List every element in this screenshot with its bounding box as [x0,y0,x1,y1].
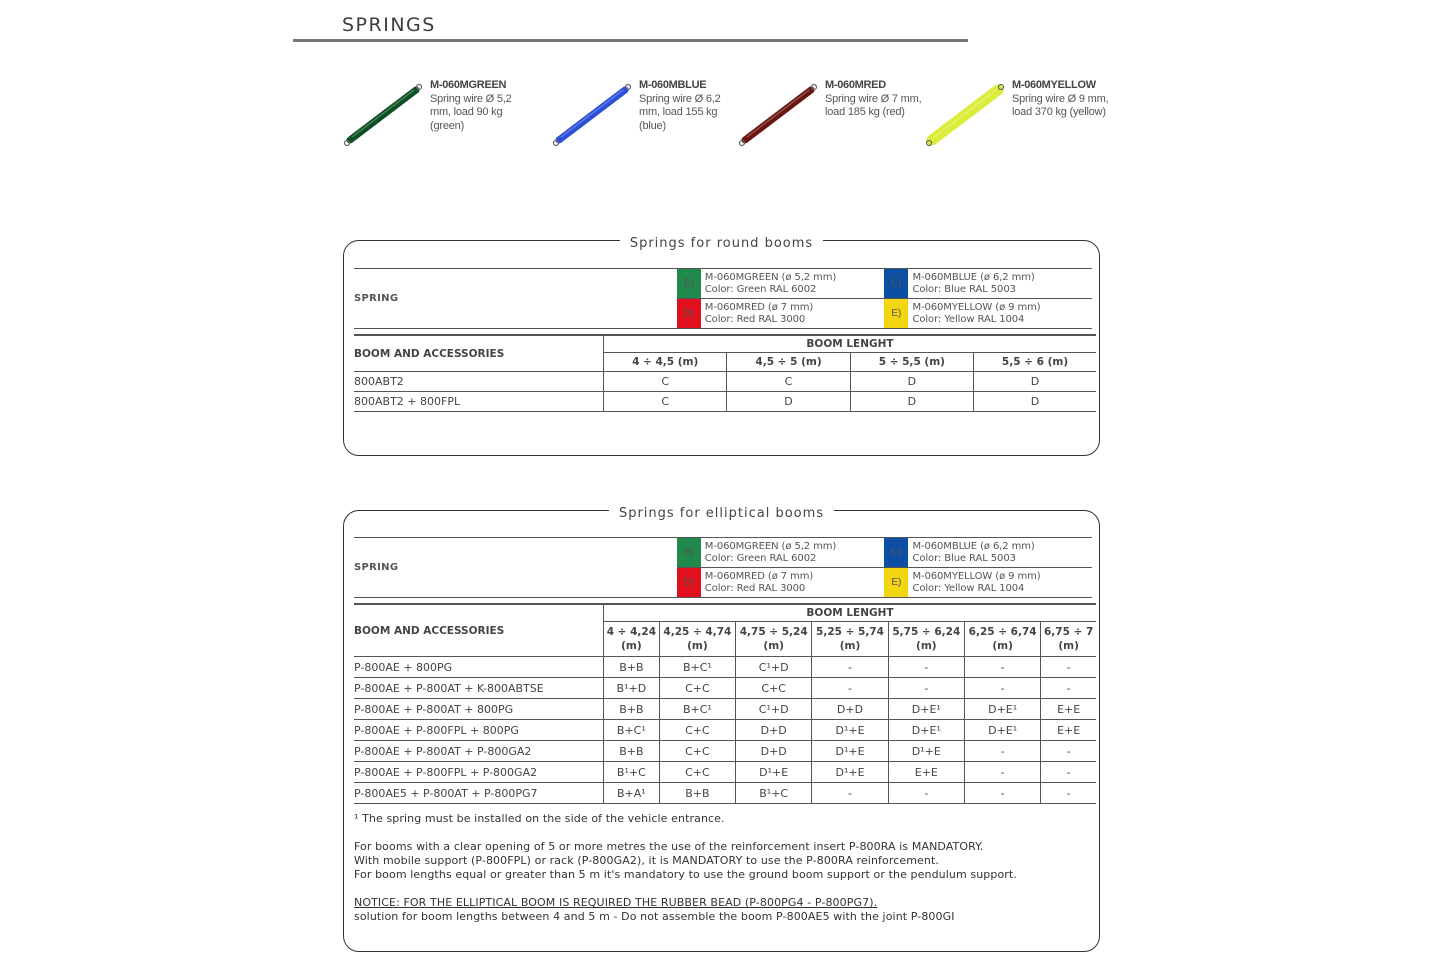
spring-cell: D+D [736,741,812,762]
spring-color: Color: Green RAL 6002 [704,552,817,564]
spring-cell: B¹+D [604,678,660,699]
page-title: SPRINGS [342,14,436,36]
notice [354,896,1017,910]
length-column-header [888,622,964,657]
spring-letter-badge: C) [884,538,908,568]
length-range: 4,75 ÷ 5,24 [739,626,808,638]
accessories-header: BOOM AND ACCESSORIES [354,604,604,657]
spring-cell: C¹+D [736,657,812,678]
round-booms-panel [343,236,1100,456]
spring-color: Color: Red RAL 3000 [704,582,806,594]
spring-image [551,82,635,148]
spring-cell: E+E [888,762,964,783]
notice-label: NOTICE: [354,896,400,909]
length-column-header [964,622,1040,657]
length-range: 4,25 ÷ 4,74 [663,626,732,638]
spring-color: Color: Yellow RAL 1004 [912,313,1025,325]
spring-cell: E+E [1041,699,1096,720]
round-length-table [354,334,1096,412]
boom-length-header: BOOM LENGHT [604,335,1097,353]
spring-legend-table [354,268,1092,329]
spring-cell: - [888,657,964,678]
spring-cell: C¹+D [736,699,812,720]
length-column-header: 4 ÷ 4,5 (m) [604,353,727,372]
spring-code: M-060MBLUE (ø 6,2 mm) [912,540,1035,552]
product-desc: Spring wire Ø 7 mm, load 185 kg (red) [825,92,922,118]
product-item [737,76,927,156]
product-text [825,79,925,120]
product-text [430,79,530,133]
product-item [924,76,1114,156]
spring-cell: - [964,678,1040,699]
spring-desc [701,299,884,329]
length-unit: (m) [992,640,1013,652]
spring-code: M-060MBLUE (ø 6,2 mm) [912,271,1035,283]
accessory-name: P-800AE + P-800AT + P-800GA2 [354,741,604,762]
spring-cell: - [1041,678,1096,699]
product-item [551,76,741,156]
spring-cell: - [1041,741,1096,762]
spring-letter-badge: E) [884,299,908,329]
spring-cell: D+D [736,720,812,741]
spring-label: SPRING [354,562,399,573]
spring-letter-badge: C) [884,269,908,299]
length-unit: (m) [687,640,708,652]
spring-color: Color: Red RAL 3000 [704,313,806,325]
spring-desc [908,299,1092,329]
product-code: M-060MYELLOW [1012,79,1096,91]
spring-legend-table [354,537,1092,598]
boom-length-header: BOOM LENGHT [604,604,1097,622]
spring-color: Color: Yellow RAL 1004 [912,582,1025,594]
spring-cell: - [964,783,1040,804]
spring-cell: B+B [604,699,660,720]
length-unit: (m) [839,640,861,652]
spring-cell: B+B [604,741,660,762]
spring-cell: C+C [659,762,735,783]
spring-cell: - [964,657,1040,678]
accessory-name: 800ABT2 + 800FPL [354,392,604,412]
spring-cell: - [964,762,1040,783]
spring-cell: D+E¹ [964,699,1040,720]
spring-cell: B+C¹ [659,657,735,678]
length-range: 5,75 ÷ 6,24 [892,626,961,638]
length-column-header [736,622,812,657]
spring-cell: D+E¹ [888,699,964,720]
spring-cell: - [1041,657,1096,678]
product-code: M-060MGREEN [430,79,507,91]
spring-cell: - [964,741,1040,762]
spring-color: Color: Green RAL 6002 [704,283,817,295]
spring-cell: C+C [659,678,735,699]
length-range: 5,25 ÷ 5,74 [816,626,884,638]
accessory-name: P-800AE + P-800FPL + P-800GA2 [354,762,604,783]
product-desc: Spring wire Ø 9 mm, load 370 kg (yellow) [1012,92,1109,118]
spring-desc [908,269,1092,299]
length-column-header: 5,5 ÷ 6 (m) [974,353,1096,372]
accessory-name: P-800AE + P-800FPL + 800PG [354,720,604,741]
accessory-name: P-800AE + P-800AT + K-800ABTSE [354,678,604,699]
elliptical-booms-title: Springs for elliptical booms [609,506,834,521]
spring-code: M-060MYELLOW (ø 9 mm) [912,301,1041,313]
product-text [1012,79,1112,120]
notice-text: FOR THE ELLIPTICAL BOOM IS REQUIRED THE RUBBER BEAD (P-800PG4 - P-800PG7). [399,896,878,909]
notice-extra: solution for boom lengths between 4 and 5 m - Do not assemble the boom P-800AE5 with the joint P-800GI [354,910,955,923]
spring-code: M-060MRED (ø 7 mm) [704,570,814,582]
spring-cell: D [850,392,973,412]
elliptical-length-table [354,603,1096,804]
note-line: For booms with a clear opening of 5 or more metres the use of the reinforcement insert P-800RA is MANDATORY. [354,840,984,853]
product-code: M-060MBLUE [639,79,707,91]
spring-cell: C+C [659,741,735,762]
spring-cell: - [888,678,964,699]
spring-cell: D [974,392,1096,412]
length-column-header: 4,5 ÷ 5 (m) [727,353,850,372]
spring-cell: B¹+C [736,783,812,804]
accessory-name: P-800AE + 800PG [354,657,604,678]
product-desc: Spring wire Ø 5,2 mm, load 90 kg (green) [430,92,512,132]
spring-cell: D¹+E [812,741,888,762]
spring-cell: D¹+E [812,762,888,783]
spring-cell: D¹+E [736,762,812,783]
note-line: For boom lengths equal or greater than 5 m it's mandatory to use the ground boom support or the pendulum support. [354,868,1017,881]
spring-cell: B+B [659,783,735,804]
length-unit: (m) [621,640,642,652]
product-desc: Spring wire Ø 6,2 mm, load 155 kg (blue) [639,92,721,132]
spring-code: M-060MGREEN (ø 5,2 mm) [704,540,837,552]
spring-cell: E+E [1041,720,1096,741]
spring-image [342,82,426,148]
spring-cell: D [974,372,1096,392]
product-code: M-060MRED [825,79,886,91]
spring-desc [701,269,884,299]
spring-letter-badge: D) [677,568,701,598]
spring-color: Color: Blue RAL 5003 [912,552,1016,564]
spring-color: Color: Blue RAL 5003 [912,283,1016,295]
length-range: 6,75 ÷ 7 [1043,626,1094,638]
spring-cell: D+E¹ [964,720,1040,741]
spring-cell: - [1041,783,1096,804]
spring-cell: - [1041,762,1096,783]
notes [354,812,1017,924]
spring-desc [908,568,1092,598]
length-column-header [1041,622,1096,657]
spring-cell: D+D [812,699,888,720]
note-line: With mobile support (P-800FPL) or rack (P-800GA2), it is MANDATORY to use the P-800RA reinforcement. [354,854,939,867]
length-column-header [604,622,660,657]
round-booms-title: Springs for round booms [620,236,823,251]
spring-cell: C [727,372,850,392]
spring-letter-badge: B) [677,538,701,568]
spring-letter-badge: B) [677,269,701,299]
spring-cell: D¹+E [888,741,964,762]
accessory-name: 800ABT2 [354,372,604,392]
spring-cell: C [604,372,727,392]
spring-code: M-060MYELLOW (ø 9 mm) [912,570,1041,582]
spring-cell: B+A¹ [604,783,660,804]
accessories-header: BOOM AND ACCESSORIES [354,335,604,372]
spring-cell: C+C [736,678,812,699]
spring-letter-badge: E) [884,568,908,598]
spring-letter-badge: D) [677,299,701,329]
length-unit: (m) [916,640,937,652]
product-item [342,76,532,156]
spring-code: M-060MRED (ø 7 mm) [704,301,814,313]
spring-cell: B¹+C [604,762,660,783]
spring-desc [908,538,1092,568]
length-column-header [812,622,888,657]
spring-cell: D [850,372,973,392]
product-text [639,79,739,133]
spring-cell: D+E¹ [888,720,964,741]
spring-cell: - [812,678,888,699]
spring-cell: C+C [659,720,735,741]
spring-code: M-060MGREEN (ø 5,2 mm) [704,271,837,283]
spring-desc [701,568,884,598]
spring-cell: - [812,657,888,678]
spring-cell: C [604,392,727,412]
elliptical-booms-panel [343,506,1100,952]
length-range: 6,25 ÷ 6,74 [968,626,1037,638]
spring-cell: B+C¹ [604,720,660,741]
length-range: 4 ÷ 4,24 [606,626,657,638]
spring-image [737,82,821,148]
spring-desc [701,538,884,568]
title-underline [293,39,968,42]
length-column-header [659,622,735,657]
accessory-name: P-800AE5 + P-800AT + P-800PG7 [354,783,604,804]
spring-cell: D [727,392,850,412]
spring-cell: - [812,783,888,804]
footnote: ¹ The spring must be installed on the side of the vehicle entrance. [354,812,725,825]
length-column-header: 5 ÷ 5,5 (m) [850,353,973,372]
spring-cell: B+C¹ [659,699,735,720]
spring-cell: B+B [604,657,660,678]
length-unit: (m) [763,640,784,652]
spring-cell: D¹+E [812,720,888,741]
spring-cell: - [888,783,964,804]
accessory-name: P-800AE + P-800AT + 800PG [354,699,604,720]
spring-label: SPRING [354,293,399,304]
length-unit: (m) [1058,640,1079,652]
spring-image [924,82,1008,148]
